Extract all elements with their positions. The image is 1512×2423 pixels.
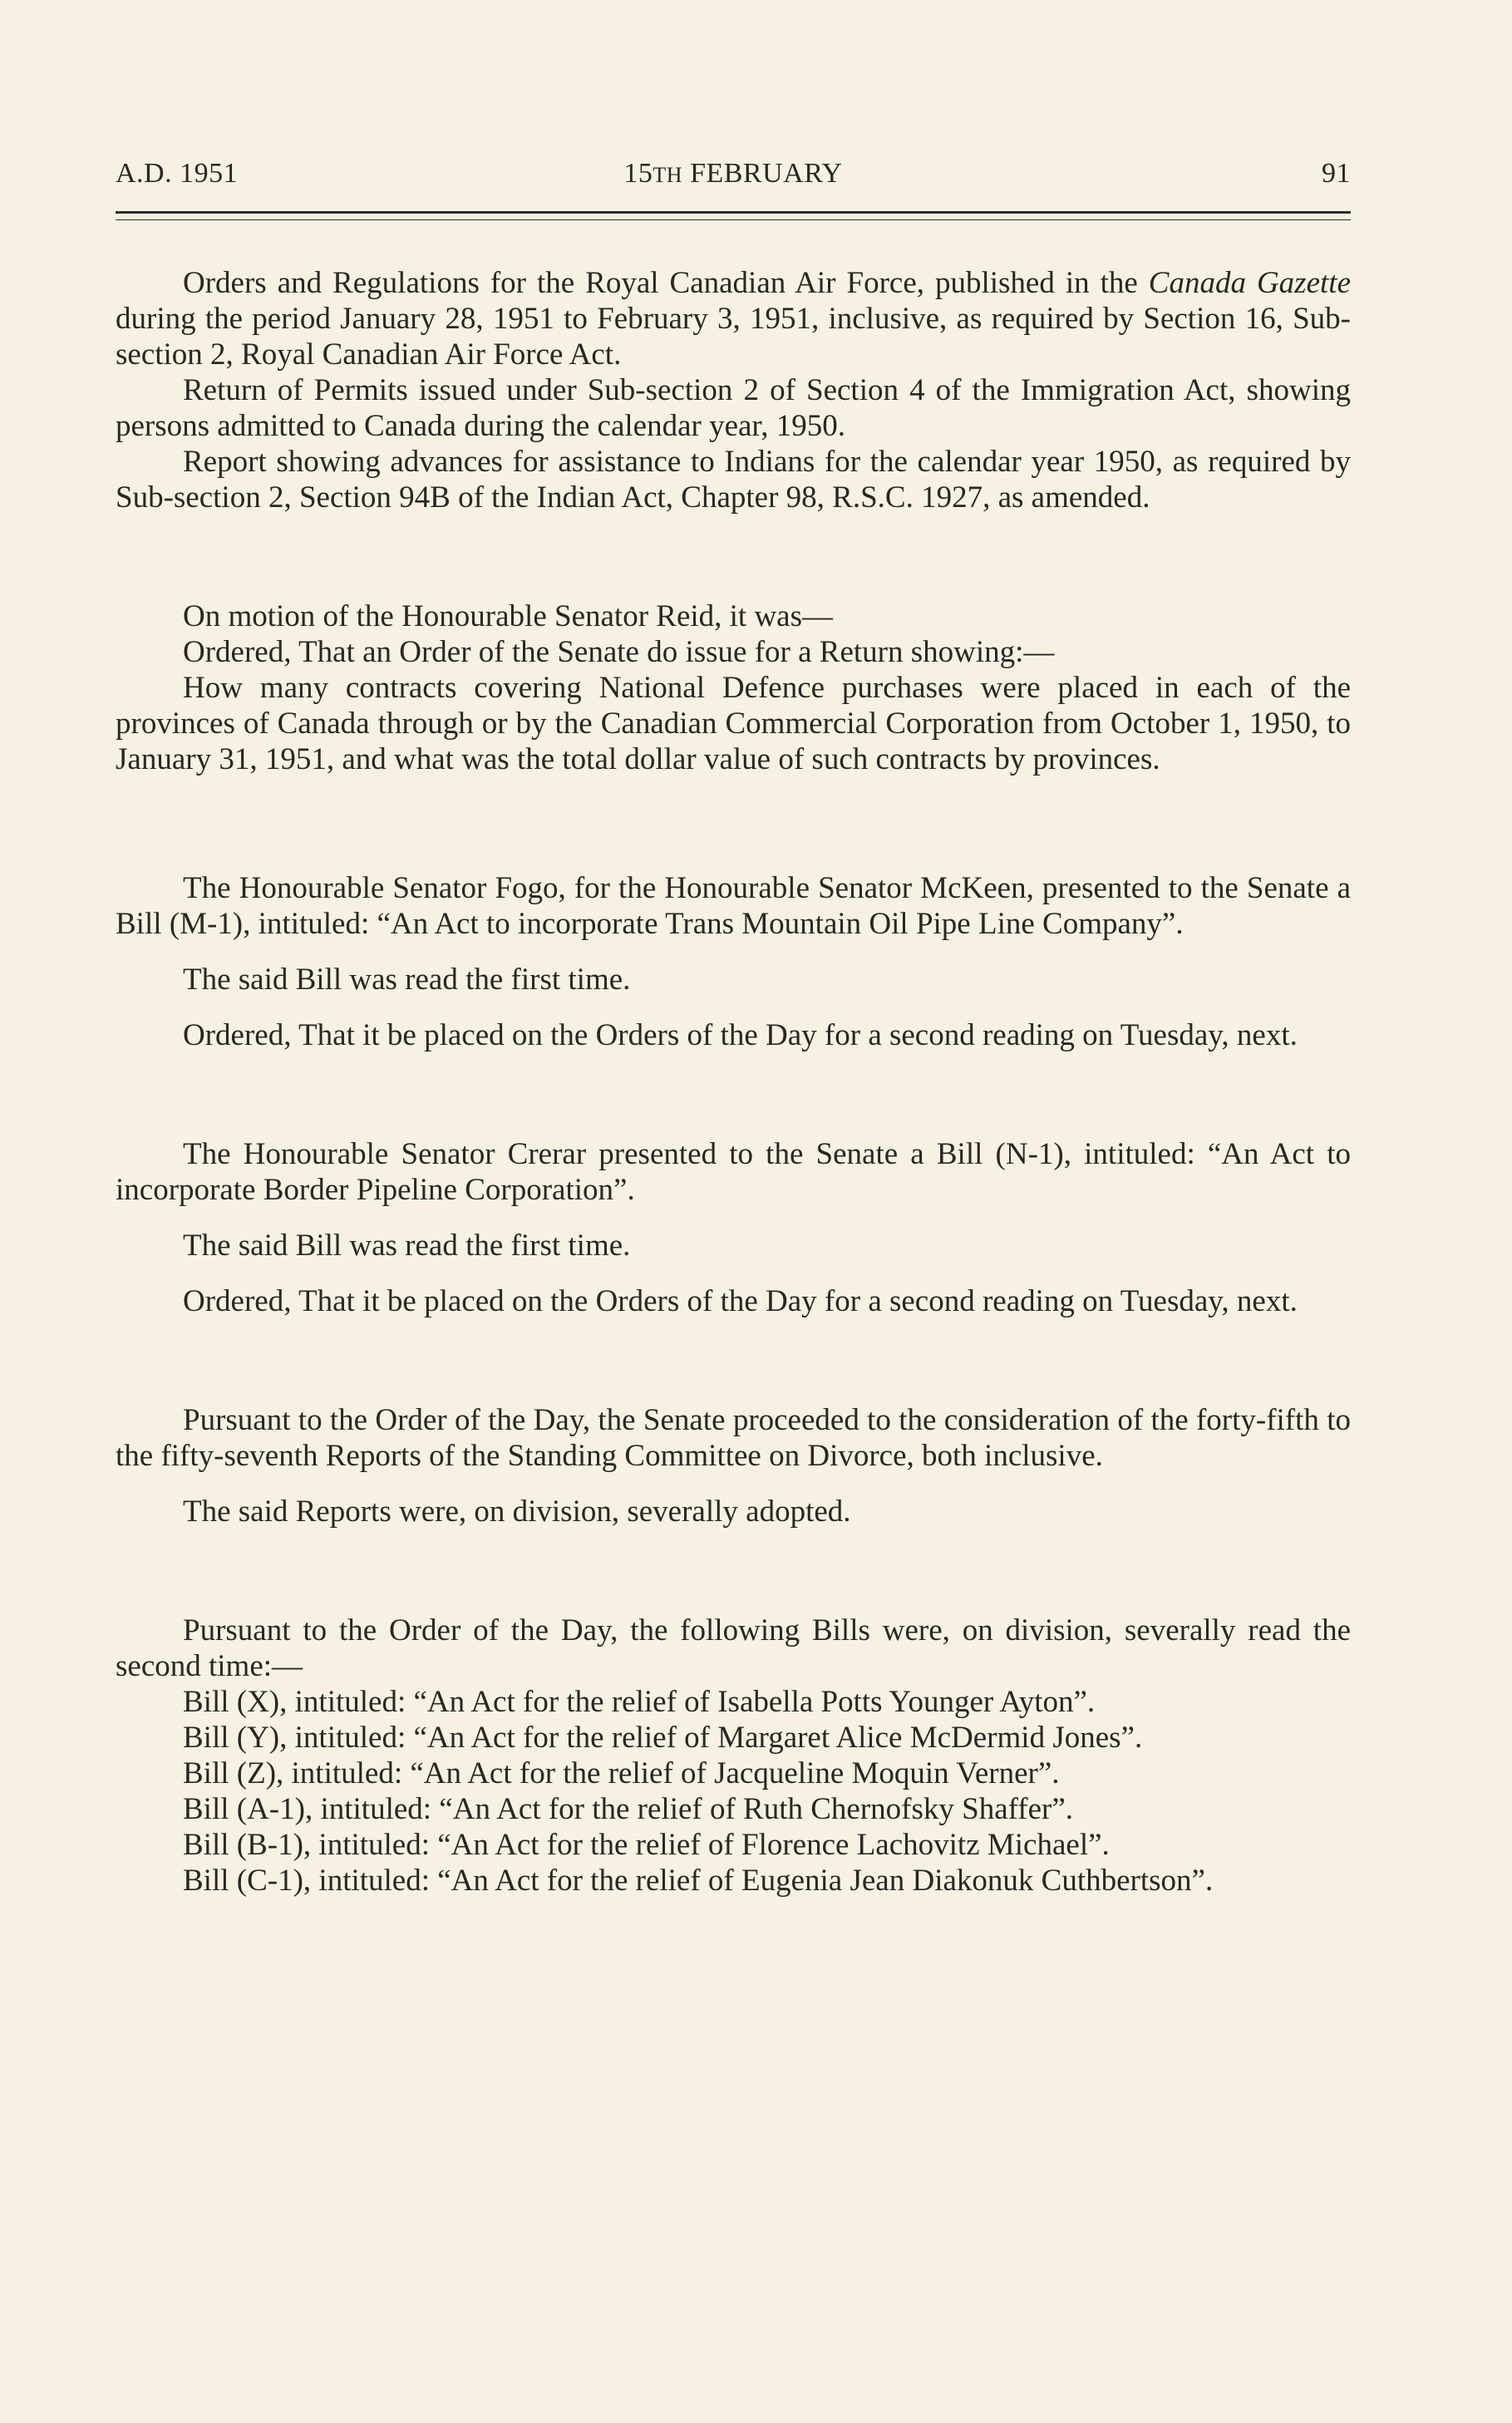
paragraph-reports-adopted: The said Reports were, on division, severally adopted. xyxy=(183,1495,851,1529)
paragraph-gap xyxy=(116,1263,1351,1283)
header-month: FEBRUARY xyxy=(690,158,843,189)
header-day-suffix: TH xyxy=(653,163,683,187)
body-text xyxy=(116,265,1351,1899)
bill-z: Bill (Z), intituled: “An Act for the relief of Jacqueline Moquin Verner”. xyxy=(183,1756,1060,1790)
paragraph-ordered-return: Ordered, That an Order of the Senate do issue for a Return showing:— xyxy=(183,635,1055,669)
paragraph-bill-m1: The Honourable Senator Fogo, for the Honourable Senator McKeen, presented to the Senate a Bill (M-1), intituled: “An Act to incorporate Trans Mountain Oil Pipe Line Company”. xyxy=(116,871,1351,941)
gazette-title: Canada Gazette xyxy=(1148,266,1351,300)
section-gap xyxy=(116,515,1351,598)
bill-y: Bill (Y), intituled: “An Act for the relief of Margaret Alice McDermid Jones”. xyxy=(183,1721,1143,1755)
paragraph-return-permits: Return of Permits issued under Sub-section 2 of Section 4 of the Immigration Act, showing persons admitted to Canada during the calendar year, 1950. xyxy=(116,373,1351,443)
page-number: 91 xyxy=(1322,158,1351,189)
paragraph-gap xyxy=(116,997,1351,1017)
paragraph-gap xyxy=(116,1208,1351,1228)
paragraph-first-reading-n1: The said Bill was read the first time. xyxy=(183,1229,631,1263)
section-gap xyxy=(116,777,1351,870)
section-gap xyxy=(116,1053,1351,1136)
bill-a1: Bill (A-1), intituled: “An Act for the relief of Ruth Chernofsky Shaffer”. xyxy=(183,1792,1074,1826)
header-day: 15 xyxy=(623,158,653,189)
paragraph-second-reading-bills: Pursuant to the Order of the Day, the following Bills were, on division, severally read the second time:— xyxy=(116,1613,1351,1683)
paragraph-gap xyxy=(116,1474,1351,1494)
paragraph-text: Orders and Regulations for the Royal Canadian Air Force, published in the xyxy=(183,266,1149,300)
paragraph-gap xyxy=(116,942,1351,962)
section-gap xyxy=(116,1319,1351,1402)
paragraph-motion-reid: On motion of the Honourable Senator Reid, it was— xyxy=(183,599,834,633)
paragraph-text: during the period January 28, 1951 to February 3, 1951, inclusive, as required by Section 16, Sub-section 2, Royal Canadian Air Force Act. xyxy=(116,302,1351,372)
paragraph-report-advances: Report showing advances for assistance to Indians for the calendar year 1950, as required by Sub-section 2, Section 94B of the Indian Act, Chapter 98, R.S.C. 1927, as amended. xyxy=(116,445,1351,515)
paragraph-second-reading-n1: Ordered, That it be placed on the Orders of the Day for a second reading on Tuesday, next. xyxy=(183,1284,1298,1318)
bill-c1: Bill (C-1), intituled: “An Act for the relief of Eugenia Jean Diakonuk Cuthbertson”. xyxy=(183,1864,1214,1898)
paragraph-contracts-question: How many contracts covering National Defence purchases were placed in each of the provinces of Canada through or by the Canadian Commercial Corporation from October 1, 1950, to January 31, 1951, and what was the total dollar value of such contracts by provinces. xyxy=(116,671,1351,776)
bill-b1: Bill (B-1), intituled: “An Act for the relief of Florence Lachovitz Michael”. xyxy=(183,1828,1110,1862)
bill-x: Bill (X), intituled: “An Act for the relief of Isabella Potts Younger Ayton”. xyxy=(183,1685,1096,1719)
header-date xyxy=(116,158,1351,190)
journal-page xyxy=(116,158,1351,1899)
running-head xyxy=(116,158,1351,198)
paragraph-second-reading-m1: Ordered, That it be placed on the Orders of the Day for a second reading on Tuesday, next. xyxy=(183,1018,1298,1052)
section-gap xyxy=(116,1529,1351,1613)
paragraph-divorce-reports: Pursuant to the Order of the Day, the Senate proceeded to the consideration of the forty-fifth to the fifty-seventh Reports of the Standing Committee on Divorce, both inclusive. xyxy=(116,1403,1351,1473)
paragraph-orders-regulations xyxy=(116,265,1351,372)
header-rule-thick xyxy=(116,211,1351,216)
header-year: A.D. 1951 xyxy=(116,158,239,189)
paragraph-bill-n1: The Honourable Senator Crerar presented to the Senate a Bill (N-1), intituled: “An Act to incorporate Border Pipeline Corporation”. xyxy=(116,1137,1351,1207)
paragraph-first-reading-m1: The said Bill was read the first time. xyxy=(183,963,631,997)
header-rule-thin xyxy=(116,219,1351,220)
